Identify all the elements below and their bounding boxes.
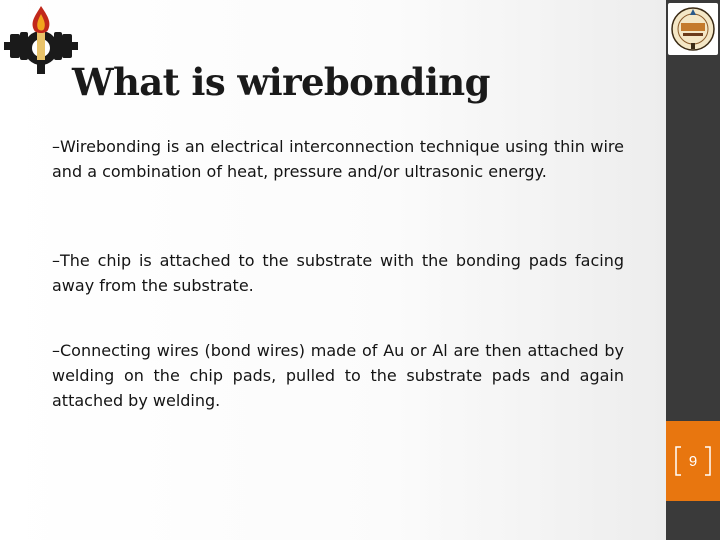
institution-logo-right [668,3,718,55]
bullet-paragraph-3: –Connecting wires (bond wires) made of Au or Al are then attached by welding on the chip pads, pulled to the substrate pads and again attached by welding. [52,341,624,410]
bullet-paragraph-2: –The chip is attached to the substrate with the bonding pads facing away from the substrate. [52,251,624,295]
page-number: 9 [688,453,698,470]
slide-title: What is wirebonding [72,60,490,104]
bullet-paragraph-1: –Wirebonding is an electrical interconnection technique using thin wire and a combination of heat, pressure and/or ultrasonic energy. [52,137,624,181]
nrc-round-emblem-icon [668,3,718,55]
